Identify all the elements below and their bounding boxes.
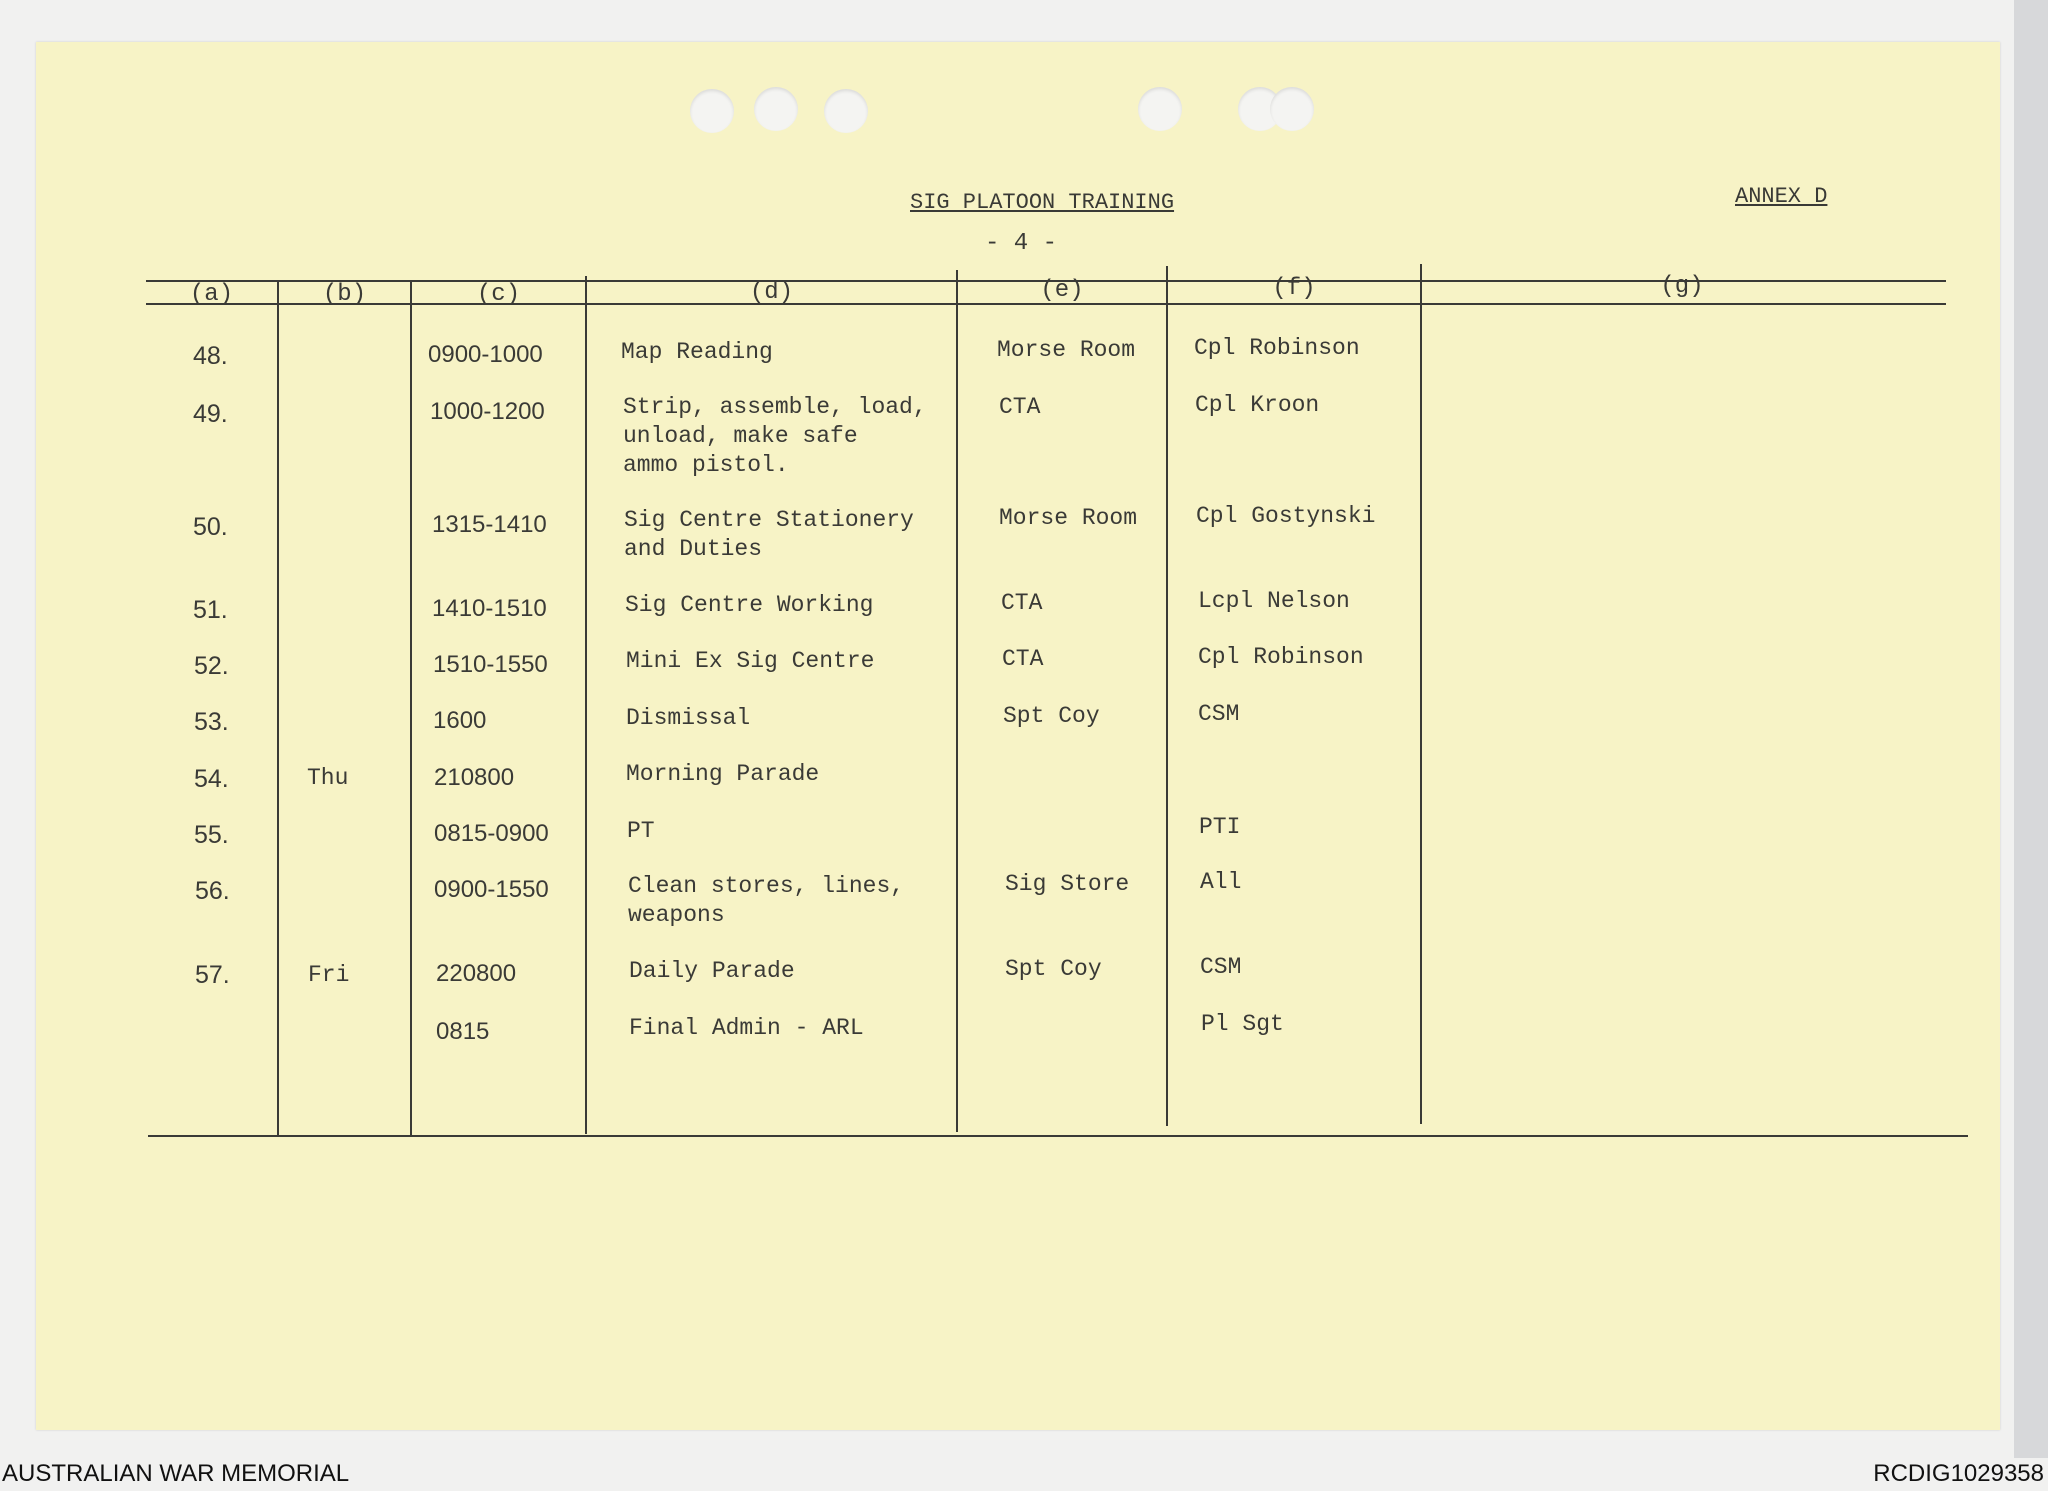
page-number: - 4 -: [985, 230, 1058, 257]
punch-hole: [1270, 87, 1314, 131]
instructor-cell: Cpl Robinson: [1198, 644, 1364, 670]
scanner-edge: [2014, 0, 2048, 1458]
activity-cell: Map Reading: [621, 339, 773, 365]
row-number: 57.: [195, 961, 230, 989]
time-cell: 1000-1200: [430, 398, 545, 425]
annex-label: ANNEX D: [1735, 184, 1828, 209]
column-header-d: (d): [749, 279, 794, 306]
row-number: 52.: [194, 652, 229, 680]
row-number: 49.: [193, 400, 228, 428]
instructor-cell: PTI: [1199, 814, 1241, 840]
column-divider: [1420, 264, 1422, 1124]
time-cell: 1510-1550: [433, 651, 548, 678]
punch-hole: [690, 89, 734, 133]
column-header-f: (f): [1272, 275, 1316, 302]
activity-cell: Clean stores, lines, weapons: [628, 873, 905, 928]
location-cell: Morse Room: [999, 505, 1138, 531]
activity-cell: PT: [627, 818, 655, 844]
activity-cell: Strip, assemble, load, unload, make safe ammo pistol.: [623, 394, 927, 478]
row-number: 50.: [193, 513, 228, 541]
column-header-a: (a): [189, 281, 234, 308]
instructor-cell: CSM: [1198, 701, 1240, 727]
row-number: 56.: [195, 877, 230, 905]
time-cell: 0900-1550: [434, 876, 549, 903]
column-divider: [277, 280, 279, 1136]
column-header-e: (e): [1040, 277, 1084, 304]
location-cell: Morse Room: [997, 337, 1136, 363]
column-header-g: (g): [1660, 273, 1704, 300]
column-divider: [410, 280, 412, 1136]
location-cell: CTA: [1002, 646, 1044, 672]
activity-cell: Sig Centre Stationery and Duties: [624, 507, 914, 562]
column-divider: [585, 276, 587, 1134]
activity-cell: Daily Parade: [629, 958, 795, 984]
time-cell: 220800: [436, 960, 517, 987]
column-header-b: (b): [322, 281, 367, 308]
location-cell: CTA: [999, 394, 1041, 420]
activity-cell: Dismissal: [626, 705, 751, 731]
column-divider: [956, 270, 958, 1132]
instructor-cell: Pl Sgt: [1201, 1011, 1284, 1037]
location-cell: Spt Coy: [1003, 703, 1100, 729]
time-cell: 1315-1410: [432, 511, 547, 538]
time-cell: 1410-1510: [432, 595, 547, 622]
instructor-cell: CSM: [1200, 954, 1242, 980]
punch-hole: [824, 89, 868, 133]
time-cell: 0900-1000: [428, 341, 543, 368]
row-number: 54.: [194, 765, 229, 793]
instructor-cell: Lcpl Nelson: [1198, 588, 1350, 614]
location-cell: Spt Coy: [1005, 956, 1102, 982]
time-cell: 1600: [433, 707, 487, 734]
row-number: 55.: [194, 821, 229, 849]
footer-source: AUSTRALIAN WAR MEMORIAL: [2, 1460, 350, 1487]
activity-cell: Sig Centre Working: [625, 592, 874, 618]
table-bottom-rule: [148, 1135, 1968, 1137]
time-cell: 210800: [434, 764, 515, 791]
instructor-cell: All: [1200, 869, 1242, 895]
time-cell: 0815-0900: [434, 820, 549, 847]
column-header-c: (c): [476, 281, 521, 308]
activity-cell: Morning Parade: [626, 761, 820, 787]
location-cell: Sig Store: [1005, 871, 1130, 897]
document-title: SIG PLATOON TRAINING: [910, 190, 1175, 215]
column-divider: [1166, 266, 1168, 1126]
day-cell: Fri: [308, 962, 350, 988]
punch-hole: [754, 87, 798, 131]
activity-cell: Mini Ex Sig Centre: [626, 648, 875, 674]
instructor-cell: Cpl Robinson: [1194, 335, 1360, 361]
footer-catalog-id: RCDIG1029358: [1873, 1460, 2044, 1487]
activity-cell: Final Admin - ARL: [629, 1015, 864, 1041]
row-number: 48.: [193, 342, 228, 370]
row-number: 53.: [194, 708, 229, 736]
time-cell: 0815: [436, 1018, 490, 1045]
day-cell: Thu: [307, 765, 349, 791]
punch-hole: [1138, 87, 1182, 131]
row-number: 51.: [193, 596, 228, 624]
location-cell: CTA: [1001, 590, 1043, 616]
instructor-cell: Cpl Gostynski: [1196, 503, 1376, 529]
instructor-cell: Cpl Kroon: [1195, 392, 1320, 418]
